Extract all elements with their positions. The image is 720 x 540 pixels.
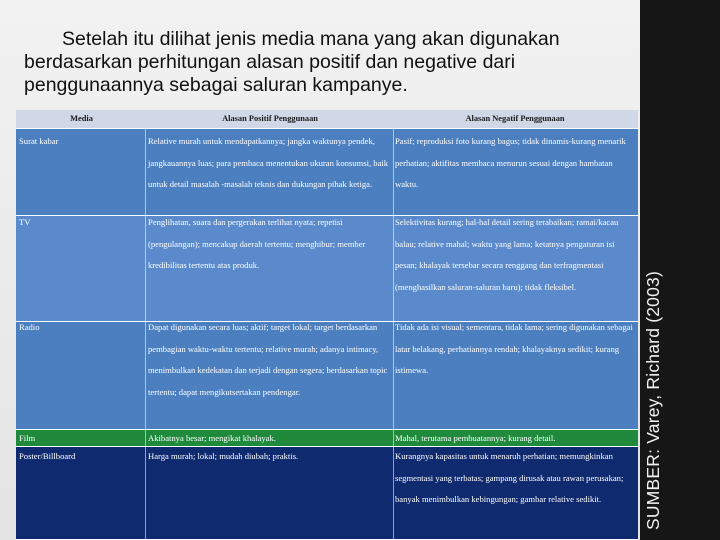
cell-media: Poster/Billboard xyxy=(19,451,76,461)
cell-positive: Penglihatan, suara dan pergerakan terlihat nyata; repetisi (pengulangan); mencakup daerah tertentu; menghibur; member kredibilitas tertentu atas produk. xyxy=(148,217,366,270)
cell-media: Radio xyxy=(19,322,40,332)
cell-negative: Mahal, terutama pembuatannya; kurang detail. xyxy=(395,433,556,443)
source-citation: SUMBER: Varey, Richard (2003) xyxy=(643,271,663,530)
cell-media: Surat kabar xyxy=(19,136,59,146)
cell-media: TV xyxy=(19,217,31,227)
cell-negative: Tidak ada isi visual; sementara, tidak lama; sering digunakan sebagai latar belakang, perhatiannya rendah; khalayaknya sedikit; kurang istimewa. xyxy=(395,322,633,375)
header-media: Media xyxy=(70,114,93,123)
table-row xyxy=(16,216,638,322)
cell-negative: Selektivitas kurang; hal-hal detail sering terabaikan; ramai/kacau balau; relative mahal; waktu yang lama; ketatnya pengaturan isi pesan; khalayak tersebar secara renggang dan terfragmentasi (menghasilkan saluran-saluran baru); tidak fleksibel. xyxy=(395,217,619,292)
table-header-row xyxy=(16,110,638,129)
cell-positive: Relative murah untuk mendapatkannya; jangka waktunya pendek, jangkauannya luas; para pembaca menentukan ukuran konsumsi, baik untuk detail masalah -masalah teknis dan dukungan pihak ketiga. xyxy=(148,136,389,189)
table-row xyxy=(16,129,638,216)
cell-media: Film xyxy=(19,433,36,443)
table-row xyxy=(16,322,638,430)
cell-negative: Pasif; reproduksi foto kurang bagus; tidak dinamis-kurang menarik perhatian; aktifitas membaca menurun sesuai dengan hambatan waktu. xyxy=(395,136,626,189)
table-row xyxy=(16,430,638,447)
header-positive: Alasan Positif Penggunaan xyxy=(222,114,318,123)
cell-negative: Kurangnya kapasitas untuk menaruh perhatian; memungkinkan segmentasi yang terbatas; gampang dirusak atau rawan perusakan; banyak menimbulkan kebingungan; gambar relative sedikit. xyxy=(395,451,624,504)
cell-positive: Akibatnya besar; mengikat khalayak. xyxy=(148,433,276,443)
cell-positive: Dapat digunakan secara luas; aktif; target lokal; target berdasarkan pembagian waktu-waktu tertentu; relative murah; adanya intimacy, menimbulkan kedekatan dan terjadi dengan segera; berdasarkan topic tertentu; dapat mengikutsertakan pendengar. xyxy=(148,322,388,397)
header-negative: Alasan Negatif Penggunaan xyxy=(465,114,565,123)
media-table xyxy=(16,110,638,540)
table-row xyxy=(16,447,638,540)
slide-heading: Setelah itu dilihat jenis media mana yang akan digunakan berdasarkan perhitungan alasan positif dan negative dari penggunaannya sebagai saluran kampanye. xyxy=(24,28,560,96)
cell-positive: Harga murah; lokal; mudah diubah; praktis. xyxy=(148,451,299,461)
